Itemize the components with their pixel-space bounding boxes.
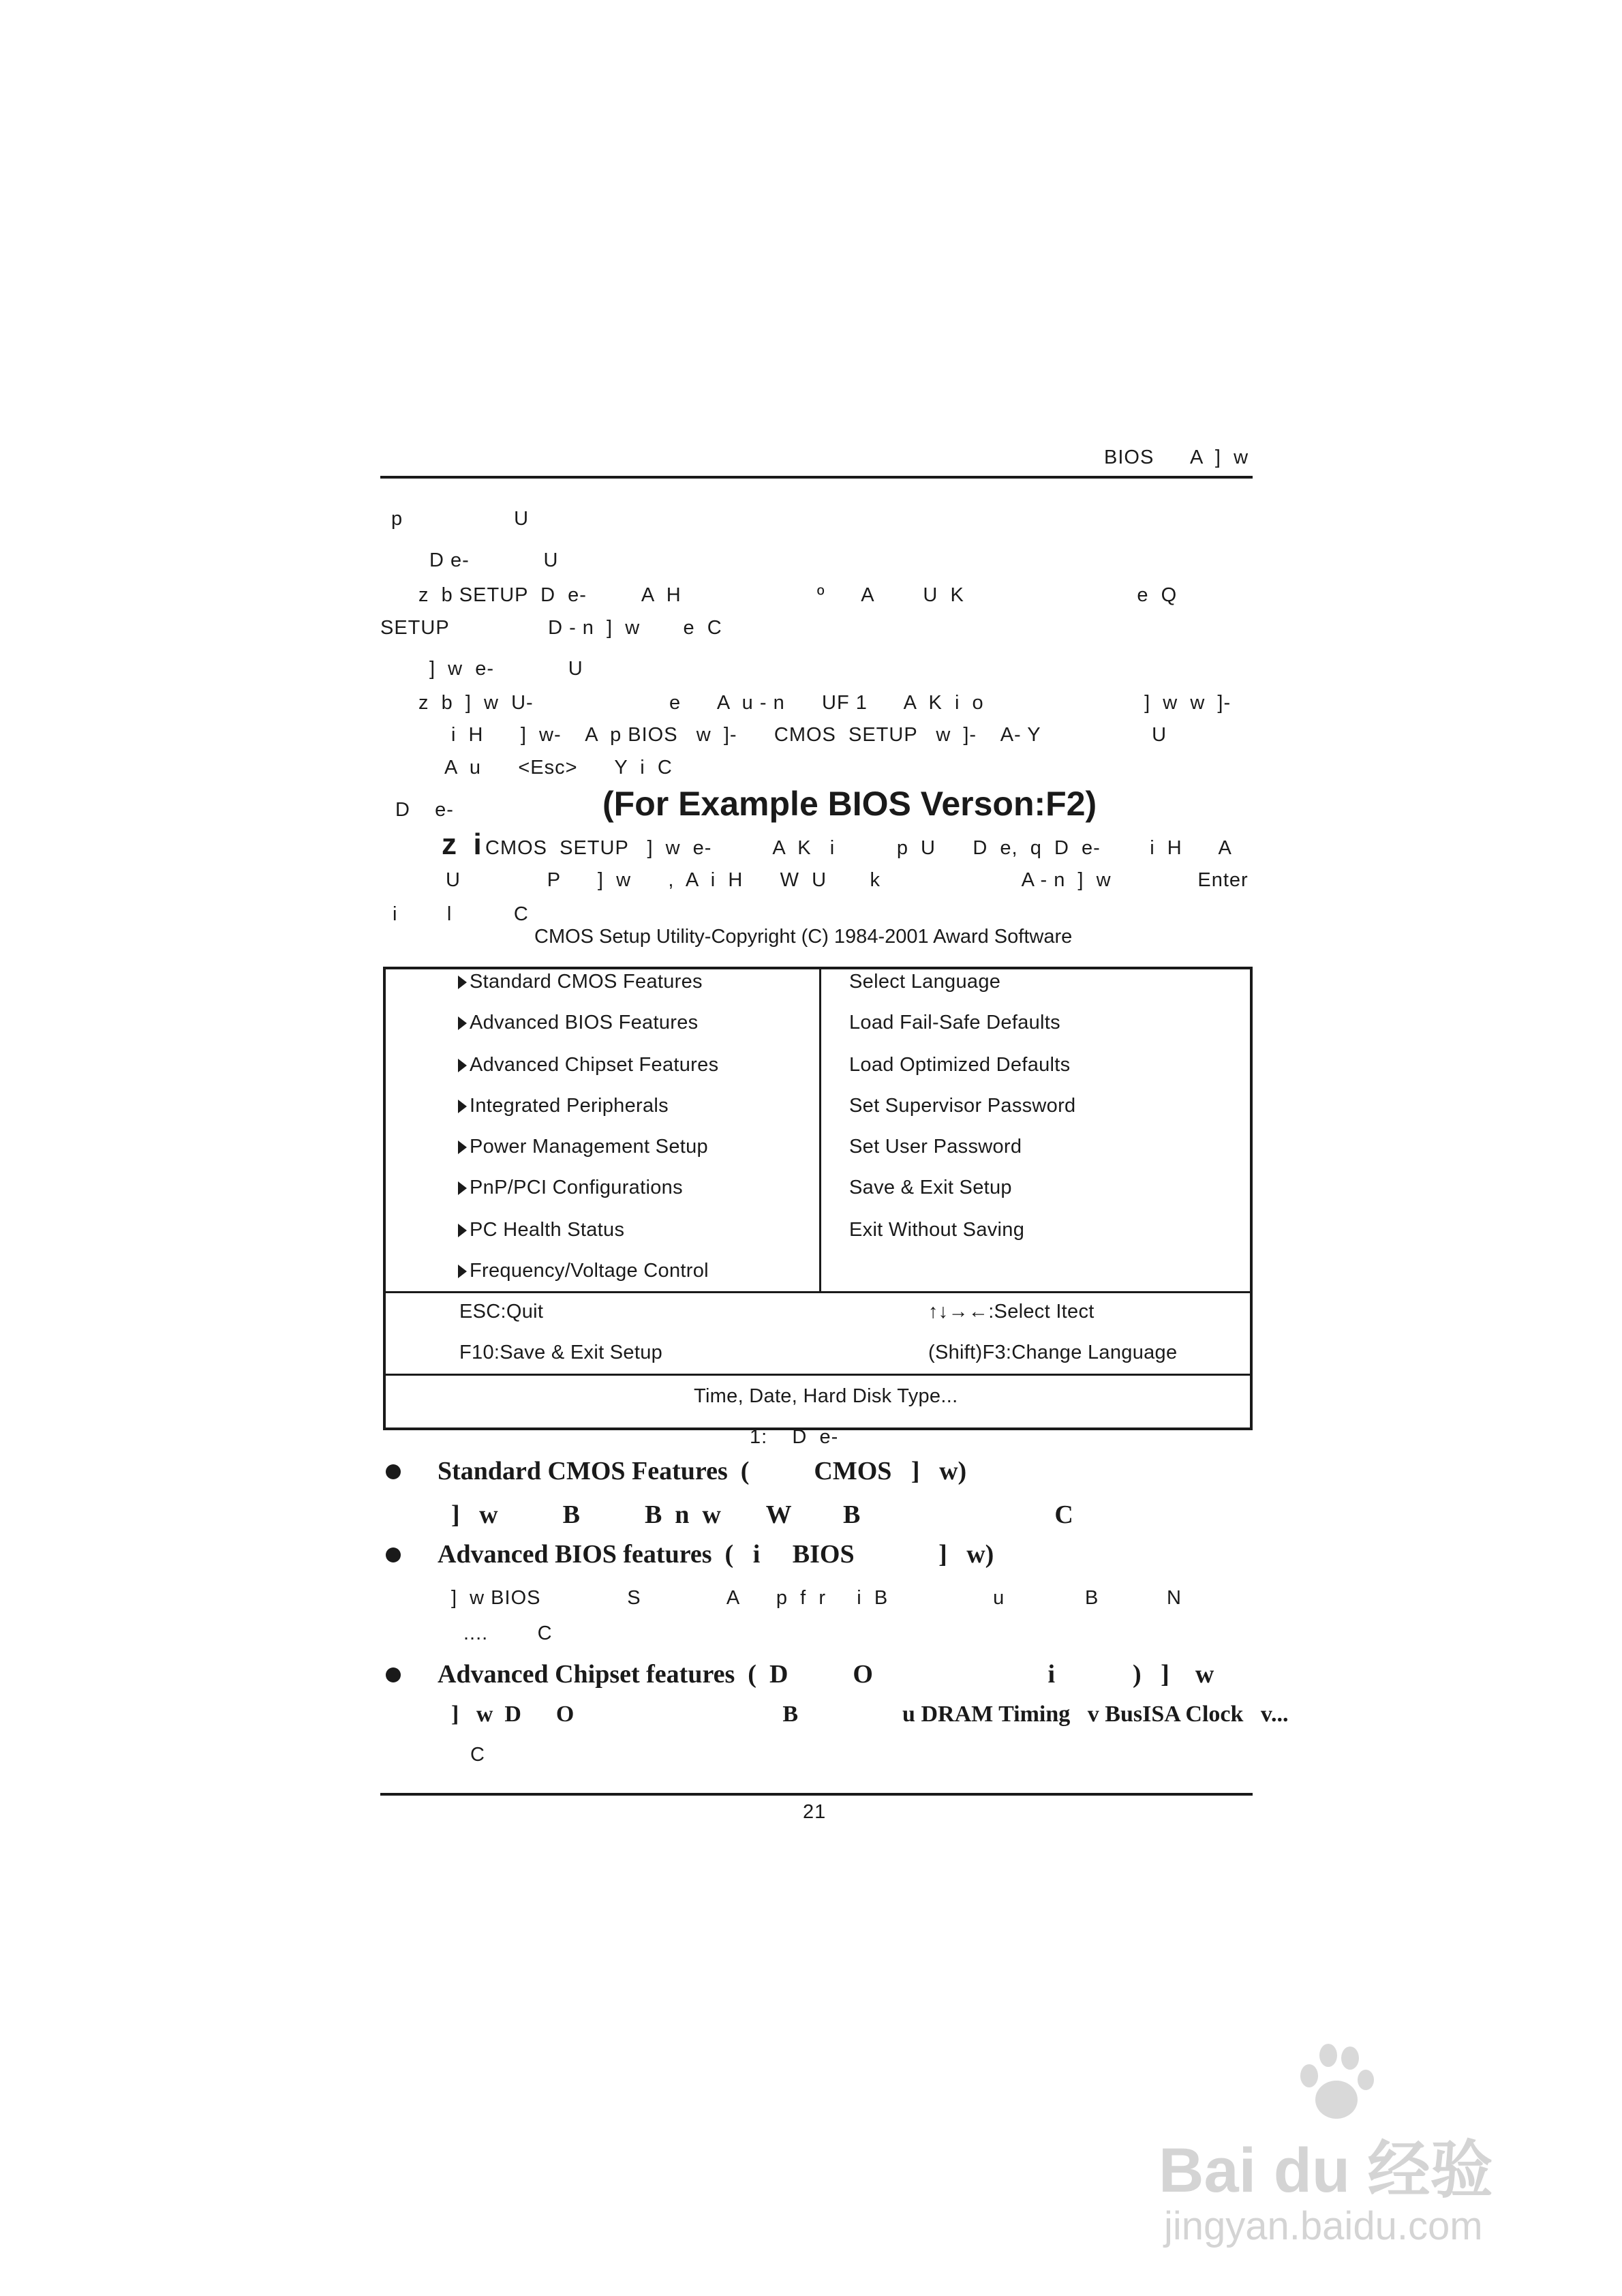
menu-item-standard-cmos[interactable]: Standard CMOS Features [458, 971, 703, 993]
section-1-heading: Standard CMOS Features ( CMOS ] w) [438, 1457, 967, 1485]
figure-caption: 1: D e- [750, 1426, 839, 1448]
intro-line-9-prefix: D e- [395, 799, 454, 821]
bios-menu-divider [819, 967, 821, 1293]
section-3-desc-2: C [470, 1744, 485, 1766]
menu-item-pc-health[interactable]: PC Health Status [458, 1219, 624, 1241]
bullet-icon [386, 1667, 401, 1682]
header-rule [380, 476, 1253, 479]
running-header: BIOS A ] w [1104, 447, 1249, 468]
menu-item-advanced-bios[interactable]: Advanced BIOS Features [458, 1012, 698, 1034]
intro-line-12: i l C [393, 903, 529, 925]
bullet-icon [386, 1547, 401, 1562]
arrow-right-icon [458, 976, 467, 989]
intro-line-2: D e- U [429, 549, 559, 571]
intro-line-11: U P ] w , A i H W U k A - n ] w Enter [446, 869, 1249, 891]
footer-rule [380, 1793, 1253, 1796]
bios-footer-help: Time, Date, Hard Disk Type... [694, 1385, 958, 1407]
menu-item-frequency-voltage[interactable]: Frequency/Voltage Control [458, 1260, 709, 1282]
key-f10-save: F10:Save & Exit Setup [459, 1342, 663, 1363]
intro-line-6: z b ] w U- e A u - n UF 1 A K i o ] w w ]- [418, 692, 1231, 714]
key-arrows-select: ↑↓→←:Select Itect [928, 1301, 1095, 1323]
arrow-right-icon [458, 1100, 467, 1113]
arrow-right-icon [458, 1141, 467, 1154]
bios-title: CMOS Setup Utility-Copyright (C) 1984-2001 Award Software [534, 926, 1073, 948]
menu-item-exit-without-saving[interactable]: Exit Without Saving [849, 1219, 1025, 1241]
section-3-heading: Advanced Chipset features ( D O i ) ] w [438, 1660, 1214, 1689]
menu-item-set-supervisor-password[interactable]: Set Supervisor Password [849, 1095, 1076, 1117]
menu-item-select-language[interactable]: Select Language [849, 971, 1001, 993]
menu-item-save-exit[interactable]: Save & Exit Setup [849, 1177, 1012, 1198]
menu-item-power-management[interactable]: Power Management Setup [458, 1136, 708, 1158]
intro-line-7: i H ] w- A p BIOS w ]- CMOS SETUP w ]- A- Y U [451, 724, 1167, 746]
intro-line-10: CMOS SETUP ] w e- A K i p U D e, q D e- i H A [485, 837, 1232, 859]
bullet-icon [386, 1464, 401, 1479]
menu-item-set-user-password[interactable]: Set User Password [849, 1136, 1022, 1158]
baidu-paw-icon [1295, 2038, 1377, 2127]
intro-line-8: A u <Esc> Y i C [444, 757, 673, 779]
page-number: 21 [803, 1801, 827, 1823]
arrow-right-icon [458, 1265, 467, 1278]
intro-line-5: ] w e- U [429, 658, 583, 680]
section-2-heading: Advanced BIOS features ( i BIOS ] w) [438, 1540, 994, 1569]
arrow-right-icon [458, 1059, 467, 1072]
section-2-desc: ] w BIOS S A p f r i B u B N [451, 1587, 1182, 1609]
section-1-desc: ] w B B n w W B C [451, 1500, 1073, 1529]
menu-item-load-fail-safe[interactable]: Load Fail-Safe Defaults [849, 1012, 1060, 1033]
section-2-desc-2: .... C [463, 1622, 553, 1644]
intro-line-3: z b SETUP D e- A H º A U K e Q [418, 584, 1178, 606]
bios-menu-rule-2 [383, 1374, 1253, 1376]
example-title: (For Example BIOS Verson:F2) [602, 785, 1097, 823]
arrow-right-icon [458, 1224, 467, 1237]
intro-line-4: SETUP D - n ] w e C [380, 617, 722, 639]
menu-item-integrated-peripherals[interactable]: Integrated Peripherals [458, 1095, 669, 1117]
arrow-right-icon [458, 1016, 467, 1030]
arrow-right-icon [458, 1181, 467, 1195]
menu-item-pnp-pci[interactable]: PnP/PCI Configurations [458, 1177, 683, 1199]
bios-menu-rule-1 [383, 1291, 1253, 1293]
menu-item-advanced-chipset[interactable]: Advanced Chipset Features [458, 1054, 718, 1076]
key-shift-f3-language: (Shift)F3:Change Language [928, 1342, 1178, 1363]
menu-item-load-optimized[interactable]: Load Optimized Defaults [849, 1054, 1071, 1076]
section-3-desc: ] w D O B u DRAM Timing v BusISA Clock v... [451, 1702, 1289, 1727]
watermark-brand: Bai du 经验 [1159, 2136, 1493, 2205]
key-esc-quit: ESC:Quit [459, 1301, 544, 1323]
intro-line-1: p U [391, 508, 530, 530]
watermark-url: jingyan.baidu.com [1164, 2204, 1483, 2248]
intro-line-10-zi: z i [442, 828, 482, 861]
